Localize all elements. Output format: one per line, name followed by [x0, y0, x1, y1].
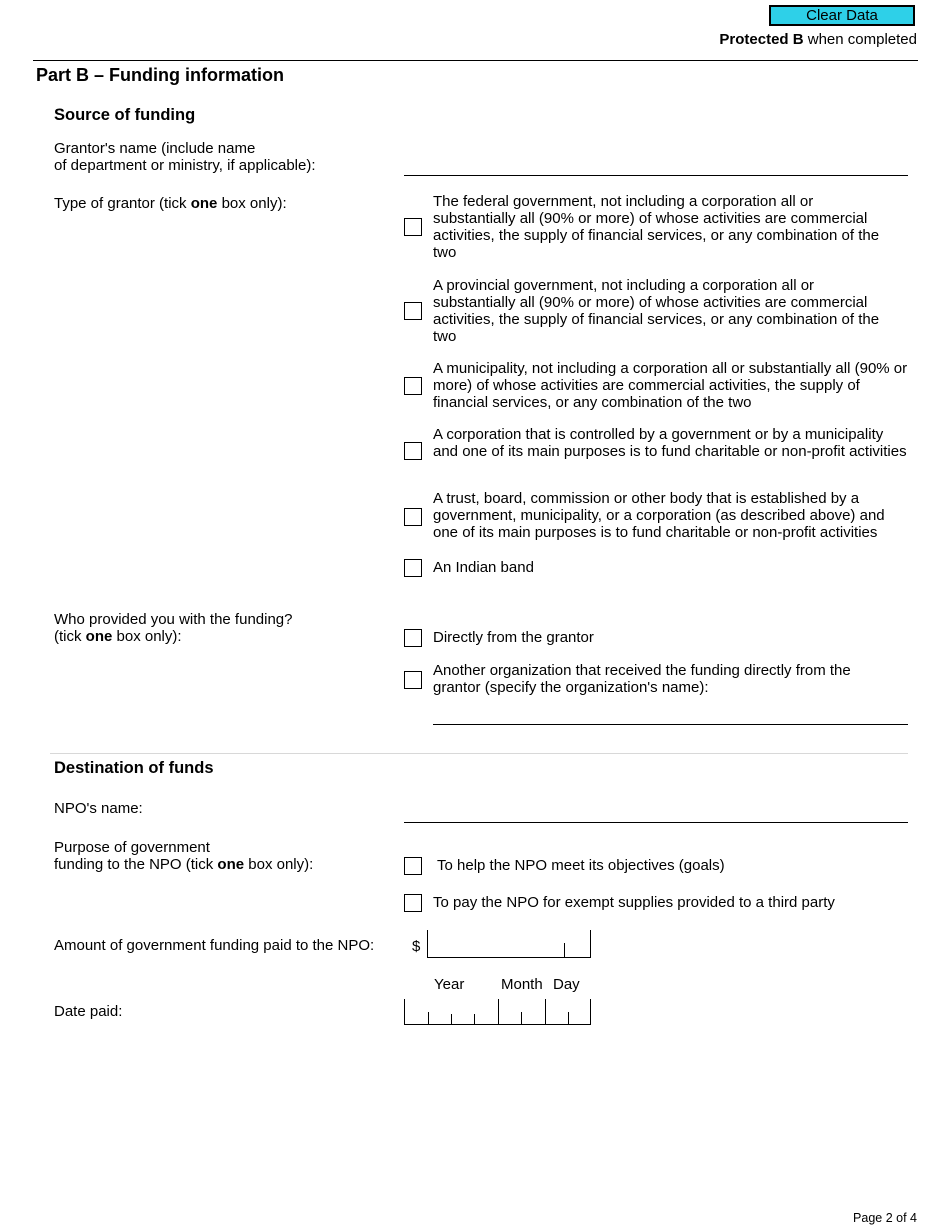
directly-from-grantor-option-text: Directly from the grantor	[433, 629, 594, 646]
date-paid-input[interactable]	[404, 999, 591, 1025]
date-paid-label: Date paid:	[54, 1003, 123, 1020]
protected-b-notice	[719, 31, 917, 48]
directly-from-grantor-checkbox[interactable]	[404, 629, 422, 647]
date-year-month-divider	[498, 999, 499, 1024]
another-organization-option-text: Another organization that received the funding directly from the grantor (specify the organization's name):	[433, 662, 851, 696]
provincial-government-option-text: A provincial government, not including a corporation all or substantially all (90% or more) of whose activities are commercial activities, the supply of financial services, or any combination of the two	[433, 277, 880, 345]
date-digit-divider	[474, 1014, 475, 1024]
source-of-funding-heading: Source of funding	[54, 106, 196, 124]
controlled-corporation-checkbox[interactable]	[404, 442, 422, 460]
meet-objectives-option-text: To help the NPO meet its objectives (goals)	[437, 857, 725, 874]
funding-amount-label: Amount of government funding paid to the NPO:	[54, 937, 375, 954]
controlled-corporation-option-text: A corporation that is controlled by a government or by a municipality and one of its main purposes is to fund charitable or non-profit activities	[433, 426, 907, 460]
funding-provider-label-pre: (tick	[54, 628, 86, 645]
protected-b-label: Protected B	[719, 31, 804, 48]
funding-purpose-label-line1: Purpose of government	[54, 839, 210, 856]
protected-b-suffix: when completed	[803, 31, 917, 48]
grantor-type-label-pre: Type of grantor (tick	[54, 195, 191, 212]
header-divider	[33, 60, 918, 61]
date-digit-divider	[568, 1012, 569, 1024]
grantor-type-label-bold: one	[190, 195, 218, 212]
funding-purpose-label-bold: one	[217, 856, 245, 873]
funding-provider-label-post: box only):	[112, 628, 182, 645]
grantor-name-label-line1: Grantor's name (include name	[54, 140, 256, 157]
indian-band-checkbox[interactable]	[404, 559, 422, 577]
another-organization-checkbox[interactable]	[404, 671, 422, 689]
funding-provider-label-line2	[54, 628, 292, 645]
exempt-supplies-checkbox[interactable]	[404, 894, 422, 912]
date-day-header: Day	[553, 976, 580, 993]
clear-data-button[interactable]: Clear Data	[769, 5, 915, 26]
part-title: Part B – Funding information	[36, 65, 284, 85]
grantor-name-label-line2: of department or ministry, if applicable):	[54, 157, 316, 174]
indian-band-option-text: An Indian band	[433, 559, 534, 576]
grantor-type-label	[54, 195, 287, 212]
section-divider	[50, 753, 908, 754]
amount-cents-separator	[564, 943, 565, 957]
funding-provider-label	[54, 611, 292, 645]
funding-purpose-label	[54, 839, 313, 873]
funding-amount-input[interactable]	[427, 930, 591, 958]
funding-purpose-label-post: box only):	[244, 856, 314, 873]
npo-name-label: NPO's name:	[54, 800, 143, 817]
meet-objectives-checkbox[interactable]	[404, 857, 422, 875]
funding-provider-label-line1: Who provided you with the funding?	[54, 611, 293, 628]
date-year-header: Year	[434, 976, 465, 993]
destination-of-funds-heading: Destination of funds	[54, 759, 214, 777]
funding-purpose-label-pre: funding to the NPO (tick	[54, 856, 218, 873]
grantor-type-label-post: box only):	[217, 195, 287, 212]
municipality-checkbox[interactable]	[404, 377, 422, 395]
trust-board-commission-option-text: A trust, board, commission or other body that is established by a government, municipality, or a corporation (as described above) and one of its main purposes is to fund charitable or non-profit activities	[433, 490, 885, 541]
date-digit-divider	[451, 1014, 452, 1024]
grantor-name-field[interactable]	[404, 175, 908, 176]
federal-government-option-text: The federal government, not including a corporation all or substantially all (90% or more) of whose activities are commercial activities, the supply of financial services, or any combination of the two	[433, 193, 880, 261]
federal-government-checkbox[interactable]	[404, 218, 422, 236]
funding-provider-label-bold: one	[85, 628, 113, 645]
dollar-sign: $	[412, 938, 421, 955]
trust-board-commission-checkbox[interactable]	[404, 508, 422, 526]
funding-purpose-label-line2	[54, 856, 313, 873]
municipality-option-text: A municipality, not including a corporation all or substantially all (90% or more) of whose activities are commercial activities, the supply of financial services, or any combination of the two	[433, 360, 908, 411]
provincial-government-checkbox[interactable]	[404, 302, 422, 320]
grantor-name-label	[54, 140, 316, 174]
organization-name-field[interactable]	[433, 724, 908, 725]
exempt-supplies-option-text: To pay the NPO for exempt supplies provided to a third party	[433, 894, 835, 911]
date-digit-divider	[521, 1012, 522, 1024]
date-digit-divider	[428, 1012, 429, 1024]
date-month-header: Month	[501, 976, 543, 993]
page-number: Page 2 of 4	[853, 1211, 917, 1225]
npo-name-field[interactable]	[404, 822, 908, 823]
date-month-day-divider	[545, 999, 546, 1024]
